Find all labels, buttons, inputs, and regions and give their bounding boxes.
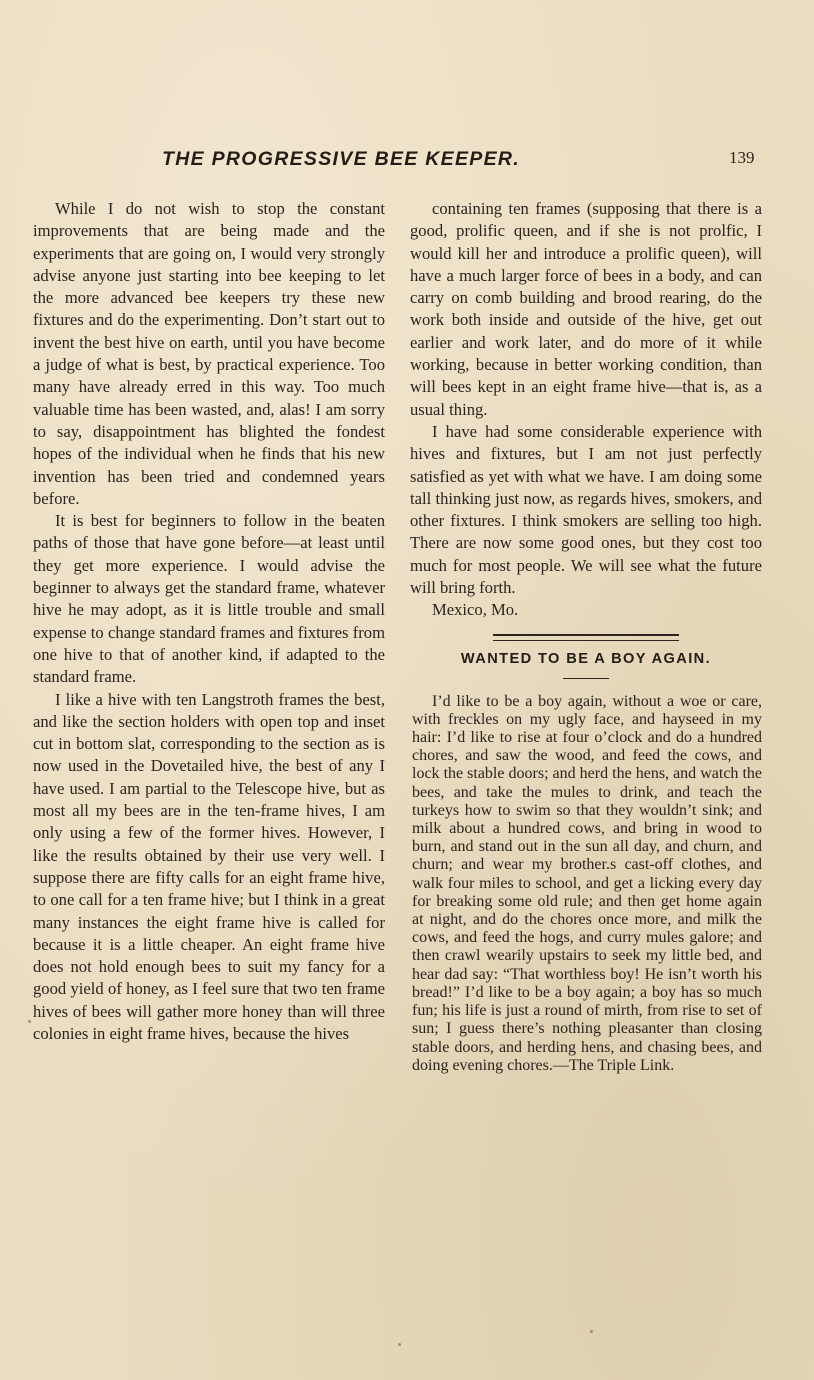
article-paragraph: I have had some considerable experience with hives and fixtures, but I am not just perfectly satisfied as yet with what we have. I am doing some tall thinking just now, as regards hives, smokers, and other fixtures. I think smokers are selling too high. There are now some good ones, but they cost too much for most people. We will see what the future will bring forth. — [410, 421, 762, 598]
article-paragraph: It is best for beginners to follow in the beaten paths of those that have gone before—at least until they get more experience. I would advise the beginner to always get the standard frame, whatever hive he may adopt, as it is little trouble and small expense to change standard frames and fixtures from one hive to that of another kind, if adapted to the standard frame. — [33, 511, 385, 687]
article-paragraph: containing ten frames (supposing that there is a good, prolific queen, and if she is not prolfic, I would kill her and introduce a prolific queen), will have a much larger force of bees in a body, and can carry on comb building and brood rearing, do the work both inside and outside of the hive, get out earlier and work later, and do more of it while working, because in better working condition, than will bees kept in an eight frame hive—that is, as a usual thing. — [410, 199, 762, 419]
page-number: 139 — [729, 148, 755, 167]
section-divider — [493, 634, 679, 641]
poem-text: I’d like to be a boy again, without a woe or care, with freckles on my ugly face, and hayseed in my hair: I’d like to rise at four o’clock and do a hundred chores, and saw the wood, and feed the cows, and lock the stable doors; and herd the hens, and watch the bees, and take the mules to drink, and teach the turkeys how to swim so that they wouldn’t sink; and milk about a hundred cows, and bring in wood to burn, and stand out in the sun all day, and churn, and churn; and wear my brother.s cast-off clothes, and walk four miles to school, and get a licking every day for breaking some old rule; and then get home again at night, and do the chores once more, and milk the cows, and feed the hogs, and curry mules galore; and then crawl wearily upstairs to seek my little bed, and hear dad say: “That worthless boy! He isn’t worth his bread!” I’d like to be a boy again; a boy has so much fun; his life is just a round of mirth, from rise to set of sun; I guess there’s nothing pleasanter than closing stable doors, and herding hens, and chasing bees, and doing evening chores.—The Triple Link. — [412, 692, 762, 1074]
paper-speck — [590, 1330, 593, 1333]
paper-speck — [398, 1343, 401, 1346]
right-column — [410, 198, 762, 1075]
author-location: Mexico, Mo. — [432, 600, 519, 620]
article-paragraph: I like a hive with ten Langstroth frames the best, and like the section holders with open top and inset cut in bottom slat, corresponding to the section as is now used in the Dovetailed hive, the best of any I have used. I am partial to the Telescope hive, but as most all my bees are in the ten-frame hives, I am only using a few of the former hives. However, I like the results obtained by their use very well. I suppose there are fifty calls for an eight frame hive, to one call for a ten frame hive; but I think in a great many instances the eight frame hive is called for because it is a little cheaper. An eight frame hive does not hold enough bees to suit my fancy for a good yield of honey, as I feel sure that two ten frame hives of bees will gather more honey than will three colonies in eight frame hives, because the hives — [33, 689, 385, 1043]
paper-speck — [28, 1020, 31, 1023]
page-header — [0, 144, 814, 174]
running-head-title: THE PROGRESSIVE BEE KEEPER. — [162, 148, 521, 170]
article-paragraph: While I do not wish to stop the constant improvements that are being made and the experiments that are going on, I would very strongly advise anyone just starting into bee keeping to let the more advanced bee keepers try these new fixtures and do the experimenting. Don’t start out to invent the best hive on earth, until you have become a judge of what is best, by practical experience. Too many have already erred in this way. Too much valuable time has been wasted, and, alas! I am sorry to say, disappointment has blighted the fondest hopes of the individual when he finds that his new invention has been tried and condemned years before. — [33, 199, 385, 508]
left-column — [33, 198, 385, 1045]
section-title: WANTED TO BE A BOY AGAIN. — [460, 650, 712, 667]
title-underline — [563, 678, 609, 679]
